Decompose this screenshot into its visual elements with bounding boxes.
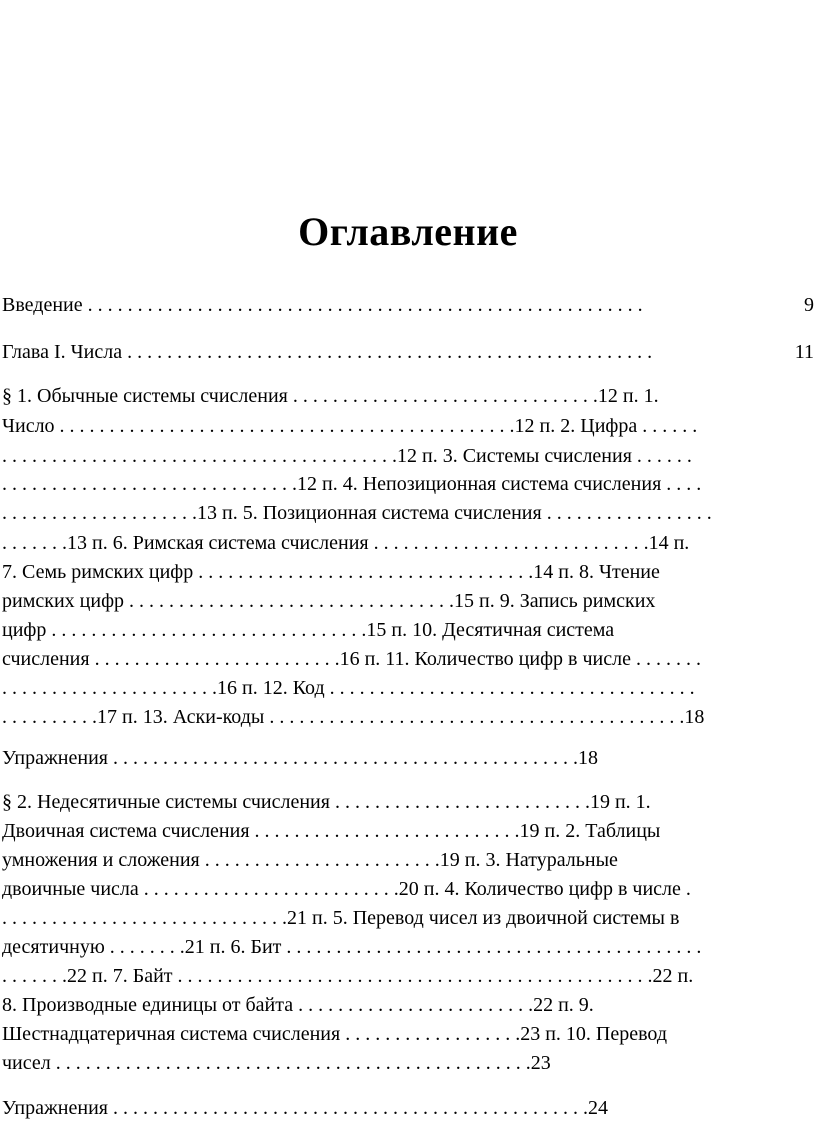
toc-line: Двоичная система счисления . . . . . . . . . . . . . . . . . . . . . . . . . . .19 п. 2. Таблицы — [2, 820, 661, 842]
toc-line: . . . . . . . . . . . . . . . . . . . . . . . . . . . . . .12 п. 4. Непозиционная система счисления . . . . — [2, 473, 702, 495]
toc-entry-text: Глава I. Числа . . . . . . . . . . . . . . . . . . . . . . . . . . . . . . . . . . . . . . . . . . . . . . . . . . . . . — [2, 341, 653, 363]
toc-line: чисел . . . . . . . . . . . . . . . . . . . . . . . . . . . . . . . . . . . . . . . . . . . . . . . .23 — [2, 1052, 551, 1074]
toc-line: Число . . . . . . . . . . . . . . . . . . . . . . . . . . . . . . . . . . . . . . . . . . . . . .12 п. 2. Цифра . . . . . . — [2, 415, 698, 437]
toc-entry-text: Введение . . . . . . . . . . . . . . . . . . . . . . . . . . . . . . . . . . . . . . . . . . . . . . . . . . . . . . . . — [2, 294, 643, 316]
toc-line: римских цифр . . . . . . . . . . . . . . . . . . . . . . . . . . . . . . . . .15 п. 9. Запись римских — [2, 590, 656, 612]
toc-entry-chapter1[interactable] — [2, 339, 814, 365]
toc-line: десятичную . . . . . . . .21 п. 6. Бит . . . . . . . . . . . . . . . . . . . . . . . . . . . . . . . . . . . . . . . . . . — [2, 936, 702, 958]
toc-line: . . . . . . .22 п. 7. Байт . . . . . . . . . . . . . . . . . . . . . . . . . . . . . . . . . . . . . . . . . . . . . . . .22 п. — [2, 965, 694, 987]
toc-line: умножения и сложения . . . . . . . . . . . . . . . . . . . . . . . .19 п. 3. Натуральные — [2, 849, 618, 871]
toc-entry-page: 11 — [794, 341, 814, 363]
toc-line: двоичные числа . . . . . . . . . . . . . . . . . . . . . . . . . .20 п. 4. Количество цифр в числе . — [2, 878, 691, 900]
toc-line: . . . . . . . . . . . . . . . . . . . .13 п. 5. Позиционная система счисления . . . . . . . . . . . . . . . . . — [2, 502, 712, 524]
toc-line: § 2. Недесятичные системы счисления . . . . . . . . . . . . . . . . . . . . . . . . . .19 п. 1. — [2, 791, 651, 813]
toc-line: § 1. Обычные системы счисления . . . . . . . . . . . . . . . . . . . . . . . . . . . . . . .12 п. 1. — [2, 385, 659, 407]
toc-entry-page: 9 — [804, 294, 814, 316]
toc-line: 7. Семь римских цифр . . . . . . . . . . . . . . . . . . . . . . . . . . . . . . . . . .14 п. 8. Чтение — [2, 561, 660, 583]
toc-line: . . . . . . . . . . . . . . . . . . . . . . . . . . . . .21 п. 5. Перевод чисел из двоичной системы в — [2, 907, 680, 929]
toc-line: . . . . . . . . . . . . . . . . . . . . . .16 п. 12. Код . . . . . . . . . . . . . . . . . . . . . . . . . . . . . . . . . . . . . — [2, 677, 695, 699]
page-title: Оглавление — [298, 209, 518, 254]
toc-line: Шестнадцатеричная система счисления . . . . . . . . . . . . . . . . . .23 п. 10. Перевод — [2, 1023, 667, 1045]
toc-line: цифр . . . . . . . . . . . . . . . . . . . . . . . . . . . . . . . .15 п. 10. Десятичная система — [2, 619, 615, 641]
toc-entry-exercises-2[interactable]: Упражнения . . . . . . . . . . . . . . . . . . . . . . . . . . . . . . . . . . . . . . . . . . . . . . . .24 — [2, 1097, 608, 1119]
toc-entry-intro[interactable] — [2, 292, 814, 318]
toc-line: . . . . . . .13 п. 6. Римская система счисления . . . . . . . . . . . . . . . . . . . . . . . . . . . .14 п. — [2, 532, 690, 554]
toc-line: . . . . . . . . . . . . . . . . . . . . . . . . . . . . . . . . . . . . . . . .12 п. 3. Системы счисления . . . . . . — [2, 445, 692, 467]
toc-line: 8. Производные единицы от байта . . . . . . . . . . . . . . . . . . . . . . . .22 п. 9. — [2, 994, 594, 1016]
toc-line: счисления . . . . . . . . . . . . . . . . . . . . . . . . .16 п. 11. Количество цифр в числе . . . . . . . — [2, 648, 701, 670]
toc-entry-exercises-1[interactable]: Упражнения . . . . . . . . . . . . . . . . . . . . . . . . . . . . . . . . . . . . . . . . . . . . . . .18 — [2, 747, 598, 769]
toc-line: . . . . . . . . . .17 п. 13. Аски-коды . . . . . . . . . . . . . . . . . . . . . . . . . . . . . . . . . . . . . . . . . .18 — [2, 706, 705, 728]
